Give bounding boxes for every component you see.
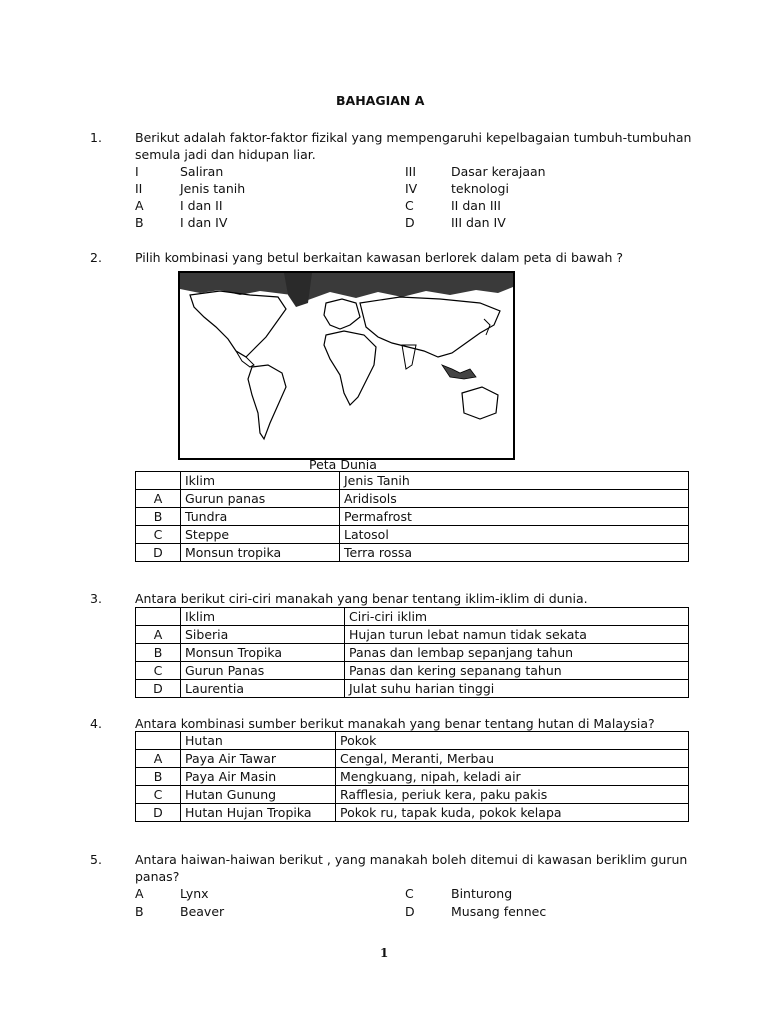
table-row [136,644,689,662]
answer-table [135,471,689,562]
table-cell: C [136,786,181,804]
option-text: III dan IV [451,215,506,230]
question-number: 3. [90,591,102,606]
table-cell: Hutan Gunung [181,786,336,804]
question-text-line-2: panas? [135,869,180,884]
question-text: Antara berikut ciri-ciri manakah yang benar tentang iklim-iklim di dunia. [135,591,588,606]
section-title: BAHAGIAN A [336,93,425,108]
option-text: Lynx [180,886,209,901]
table-row [136,544,689,562]
table-cell: Laurentia [181,680,345,698]
table-cell: Ciri-ciri iklim [345,608,689,626]
table-row [136,626,689,644]
answer-table [135,607,689,698]
question-text-line-2: semula jadi dan hidupan liar. [135,147,316,162]
item-roman: I [135,164,139,179]
table-cell: Jenis Tanih [340,472,689,490]
table-cell: Iklim [181,608,345,626]
option-text: I dan IV [180,215,228,230]
table-cell [136,732,181,750]
item-roman: II [135,181,143,196]
option-letter: B [135,904,144,919]
item-text: Dasar kerajaan [451,164,546,179]
table-row [136,750,689,768]
table-cell: Mengkuang, nipah, keladi air [336,768,689,786]
table-cell: Paya Air Masin [181,768,336,786]
item-text: Jenis tanih [180,181,246,196]
table-cell: Cengal, Meranti, Merbau [336,750,689,768]
table-cell: Latosol [340,526,689,544]
item-roman: III [405,164,417,179]
option-letter: D [405,904,415,919]
table-cell: Gurun panas [181,490,340,508]
table-row [136,662,689,680]
table-header-row [136,732,689,750]
table-cell: Panas dan lembap sepanjang tahun [345,644,689,662]
table-header-row [136,608,689,626]
option-letter: A [135,886,144,901]
table-cell: Monsun Tropika [181,644,345,662]
table-cell: B [136,768,181,786]
option-text: Musang fennec [451,904,547,919]
table-cell: Hutan [181,732,336,750]
table-cell: C [136,662,181,680]
table-cell: A [136,750,181,768]
question-number: 4. [90,716,102,731]
question-number: 2. [90,250,102,265]
table-row [136,680,689,698]
table-cell: D [136,804,181,822]
table-cell: D [136,544,181,562]
table-row [136,768,689,786]
table-cell: C [136,526,181,544]
question-number: 5. [90,852,102,867]
shaded-region [180,273,513,300]
option-letter: C [405,198,414,213]
table-cell: Paya Air Tawar [181,750,336,768]
option-text: I dan II [180,198,223,213]
table-row [136,786,689,804]
table-cell: Panas dan kering sepanang tahun [345,662,689,680]
table-row [136,804,689,822]
table-cell [136,608,181,626]
table-cell: Julat suhu harian tinggi [345,680,689,698]
option-text: Beaver [180,904,225,919]
table-cell: Rafflesia, periuk kera, paku pakis [336,786,689,804]
answer-table [135,731,689,822]
table-cell: B [136,644,181,662]
question-text: Antara kombinasi sumber berikut manakah yang benar tentang hutan di Malaysia? [135,716,655,731]
table-cell: Gurun Panas [181,662,345,680]
table-cell: A [136,490,181,508]
table-cell: B [136,508,181,526]
table-cell: Aridisols [340,490,689,508]
table-row [136,508,689,526]
map-caption: Peta Dunia [309,457,377,472]
world-map-drawing [180,273,513,458]
table-cell: Tundra [181,508,340,526]
table-cell: Siberia [181,626,345,644]
table-cell [136,472,181,490]
question-number: 1. [90,130,102,145]
option-letter: B [135,215,144,230]
table-cell: Hujan turun lebat namun tidak sekata [345,626,689,644]
table-cell: Terra rossa [340,544,689,562]
question-text: Pilih kombinasi yang betul berkaitan kawasan berlorek dalam peta di bawah ? [135,250,624,265]
world-map [178,271,515,460]
item-roman: IV [405,181,418,196]
table-cell: A [136,626,181,644]
table-cell: Monsun tropika [181,544,340,562]
table-cell: Iklim [181,472,340,490]
shaded-greenland [284,273,312,307]
item-text: Saliran [180,164,224,179]
table-row [136,526,689,544]
table-cell: Pokok [336,732,689,750]
table-cell: Hutan Hujan Tropika [181,804,336,822]
table-header-row [136,472,689,490]
page-number: 1 [380,946,389,960]
option-text: II dan III [451,198,501,213]
question-text-line-1: Berikut adalah faktor-faktor fizikal yang mempengaruhi kepelbagaian tumbuh-tumbuhan [135,130,692,145]
option-text: Binturong [451,886,513,901]
option-letter: D [405,215,415,230]
table-cell: D [136,680,181,698]
option-letter: C [405,886,414,901]
table-cell: Pokok ru, tapak kuda, pokok kelapa [336,804,689,822]
table-row [136,490,689,508]
item-text: teknologi [451,181,509,196]
option-letter: A [135,198,144,213]
question-text-line-1: Antara haiwan-haiwan berikut , yang manakah boleh ditemui di kawasan beriklim gurun [135,852,688,867]
table-cell: Steppe [181,526,340,544]
table-cell: Permafrost [340,508,689,526]
